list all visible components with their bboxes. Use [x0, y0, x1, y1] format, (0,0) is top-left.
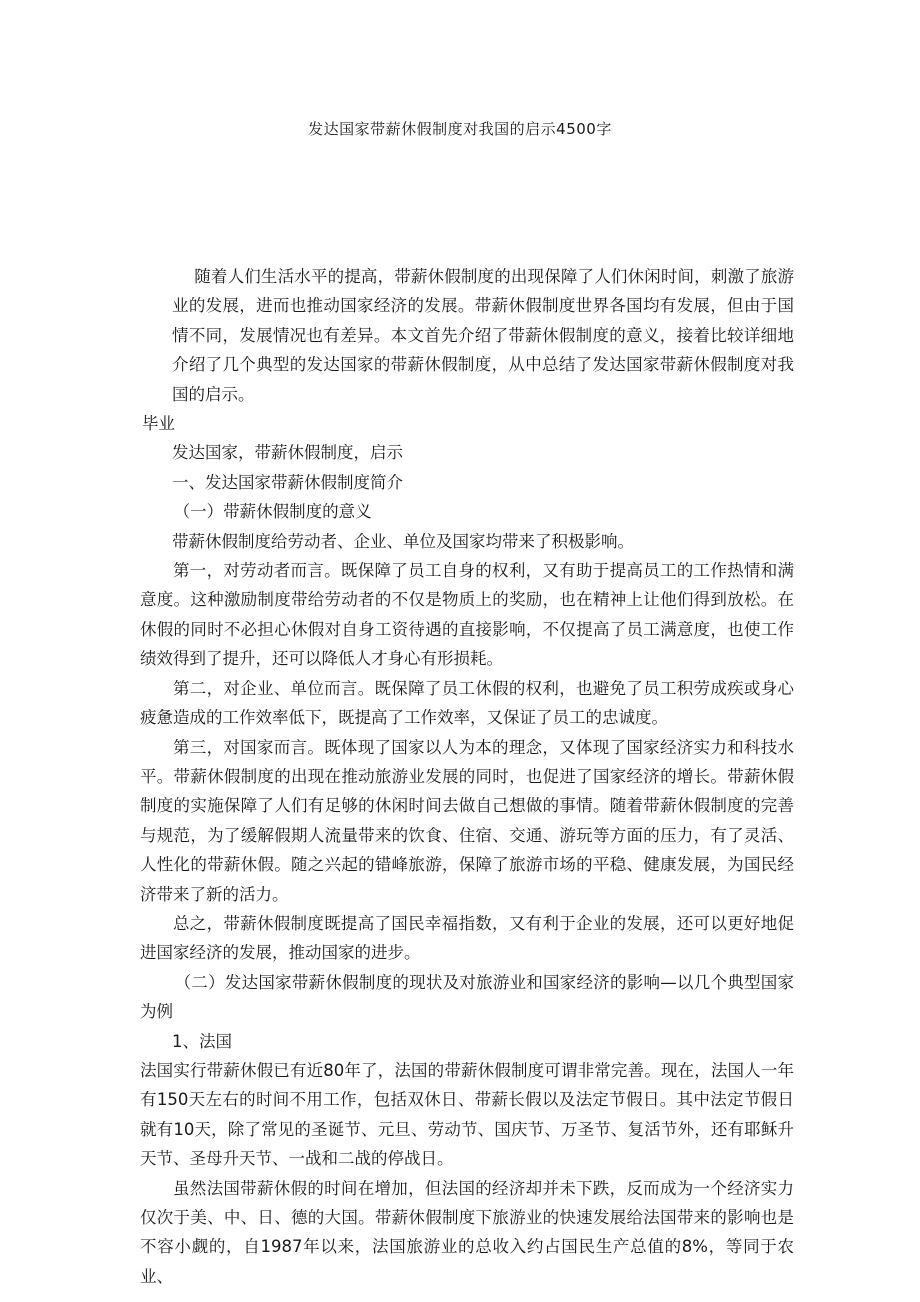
country-heading-france: 1、法国: [172, 1031, 232, 1051]
document-title: 发达国家带薪休假制度对我国的启示4500字: [308, 120, 612, 138]
subsection-heading-1: （一）带薪休假制度的意义: [173, 502, 372, 522]
subsection-heading-2: （二）发达国家带薪休假制度的现状及对旅游业和国家经济的影响—以几个典型国家为例: [140, 972, 794, 1022]
paragraph-worker: 第一，对劳动者而言。既保障了员工自身的权利，又有助于提高员工的工作热情和满意度。这种激励制度带给劳动者的不仅是物质上的奖励，也在精神上让他们得到放松。在休假的同时不必担心休假对自身工资待遇的直接影响，不仅提高了员工满意度，也使工作绩效得到了提升，还可以降低人才身心有形损耗。: [140, 561, 794, 669]
document-body: [140, 262, 794, 1291]
paragraph-summary: 总之，带薪休假制度既提高了国民幸福指数，又有利于企业的发展，还可以更好地促进国家经济的发展，推动国家的进步。: [140, 913, 794, 963]
paragraph-france-1: 法国实行带薪休假已有近80年了，法国的带薪休假制度可谓非常完善。现在，法国人一年有150天左右的时间不用工作，包括双休日、带薪长假以及法定节假日。其中法定节假日就有10天，除了常见的圣诞节、元旦、劳动节、国庆节、万圣节、复活节外，还有耶稣升天节、圣母升天节、一战和二战的停战日。: [140, 1060, 794, 1169]
abstract-paragraph: 随着人们生活水平的提高，带薪休假制度的出现保障了人们休闲时间，刺激了旅游业的发展，进而也推动国家经济的发展。带薪休假制度世界各国均有发展，但由于国情不同，发展情况也有差异。本文首先介绍了带薪休假制度的意义，接着比较详细地介绍了几个典型的发达国家的带薪休假制度，从中总结了发达国家带薪休假制度对我国的启示。: [172, 267, 794, 404]
paragraph-enterprise: 第二，对企业、单位而言。既保障了员工休假的权利，也避免了员工积劳成疾或身心疲惫造成的工作效率低下，既提高了工作效率，又保证了员工的忠诚度。: [140, 678, 794, 728]
paragraph-france-2: 虽然法国带薪休假的时间在增加，但法国的经济却并未下跌，反而成为一个经济实力仅次于美、中、日、德的大国。带薪休假制度下旅游业的快速发展给法国带来的影响也是不容小觑的，自1987年以来，法国旅游业的总收入约占国民生产总值的8%，等同于农业、: [140, 1178, 794, 1286]
paragraph-nation: 第三，对国家而言。既体现了国家以人为本的理念，又体现了国家经济实力和科技水平。带薪休假制度的出现在推动旅游业发展的同时，也促进了国家经济的增长。带薪休假制度的实施保障了人们有足够的休闲时间去做自己想做的事情。随着带薪休假制度的完善与规范，为了缓解假期人流量带来的饮食、住宿、交通、游玩等方面的压力，有了灵活、人性化的带薪休假。随之兴起的错峰旅游，保障了旅游市场的平稳、健康发展，为国民经济带来了新的活力。: [140, 737, 794, 904]
section-heading-1: 一、发达国家带薪休假制度简介: [172, 472, 403, 492]
keywords-line: 发达国家，带薪休假制度，启示: [172, 443, 403, 463]
paragraph-intro: 带薪休假制度给劳动者、企业、单位及国家均带来了积极影响。: [172, 531, 634, 551]
marker-text: 毕业: [142, 414, 175, 434]
